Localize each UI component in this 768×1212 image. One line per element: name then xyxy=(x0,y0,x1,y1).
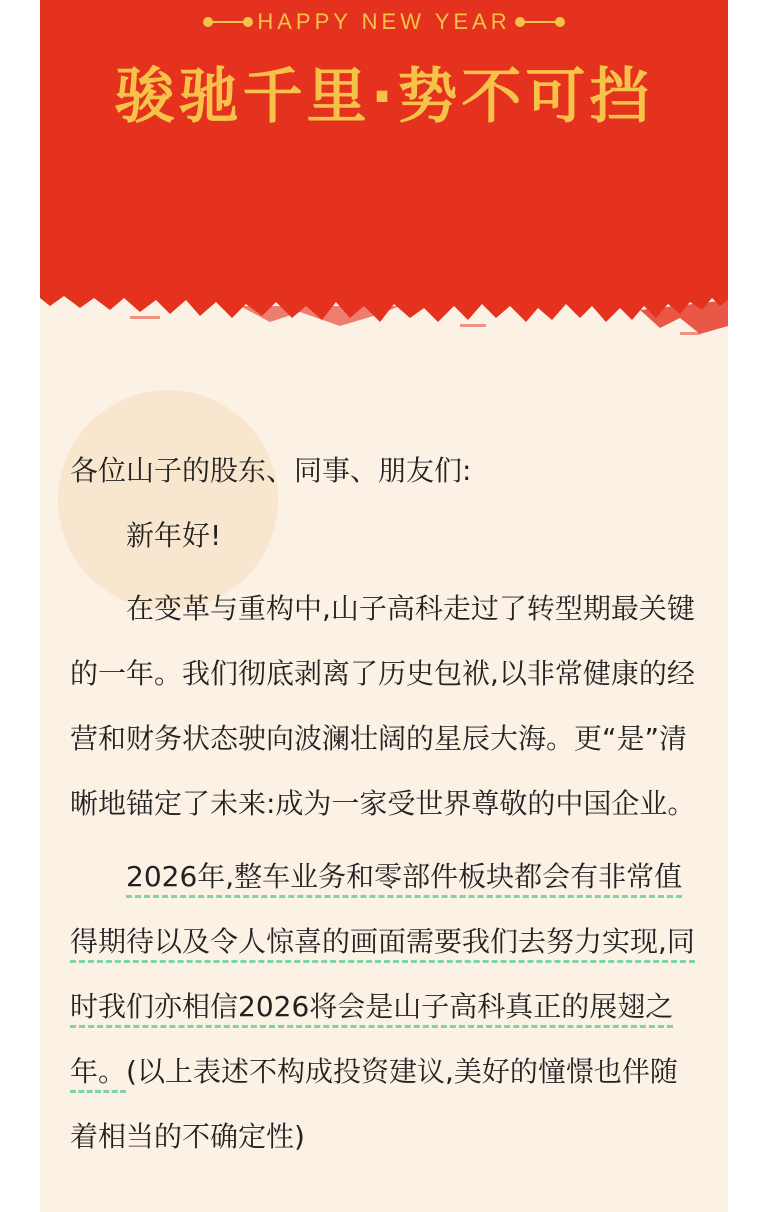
letter-body xyxy=(70,438,700,1169)
letter-paragraph-1: 在变革与重构中,山子高科走过了转型期最关键的一年。我们彻底剥离了历史包袱,以非常健康的经营和财务状态驶向波澜壮阔的星辰大海。更“是”清晰地锚定了未来:成为一家受世界尊敬的中国企业。 xyxy=(70,592,696,820)
subtitle-row xyxy=(40,6,728,38)
ornament-left-icon xyxy=(203,15,253,29)
red-banner xyxy=(40,0,728,330)
disclaimer-text: (以上表述不构成投资建议,美好的憧憬也伴随着相当的不确定性) xyxy=(70,1055,678,1153)
letter-salutation: 新年好! xyxy=(126,519,222,552)
greeting-card xyxy=(40,0,728,1212)
banner-subtitle: HAPPY NEW YEAR xyxy=(257,9,511,34)
banner-title: 骏驰千里·势不可挡 xyxy=(114,62,654,132)
ornament-right-icon xyxy=(515,15,565,29)
letter-paragraph-2 xyxy=(70,844,700,1169)
letter-greeting: 各位山子的股东、同事、朋友们: xyxy=(70,454,472,487)
highlighted-text: 2026年,整车业务和零部件板块都会有非常值得期待以及令人惊喜的画面需要我们去努力实现,同时我们亦相信2026将会是山子高科真正的展翅之年。 xyxy=(70,860,695,1093)
